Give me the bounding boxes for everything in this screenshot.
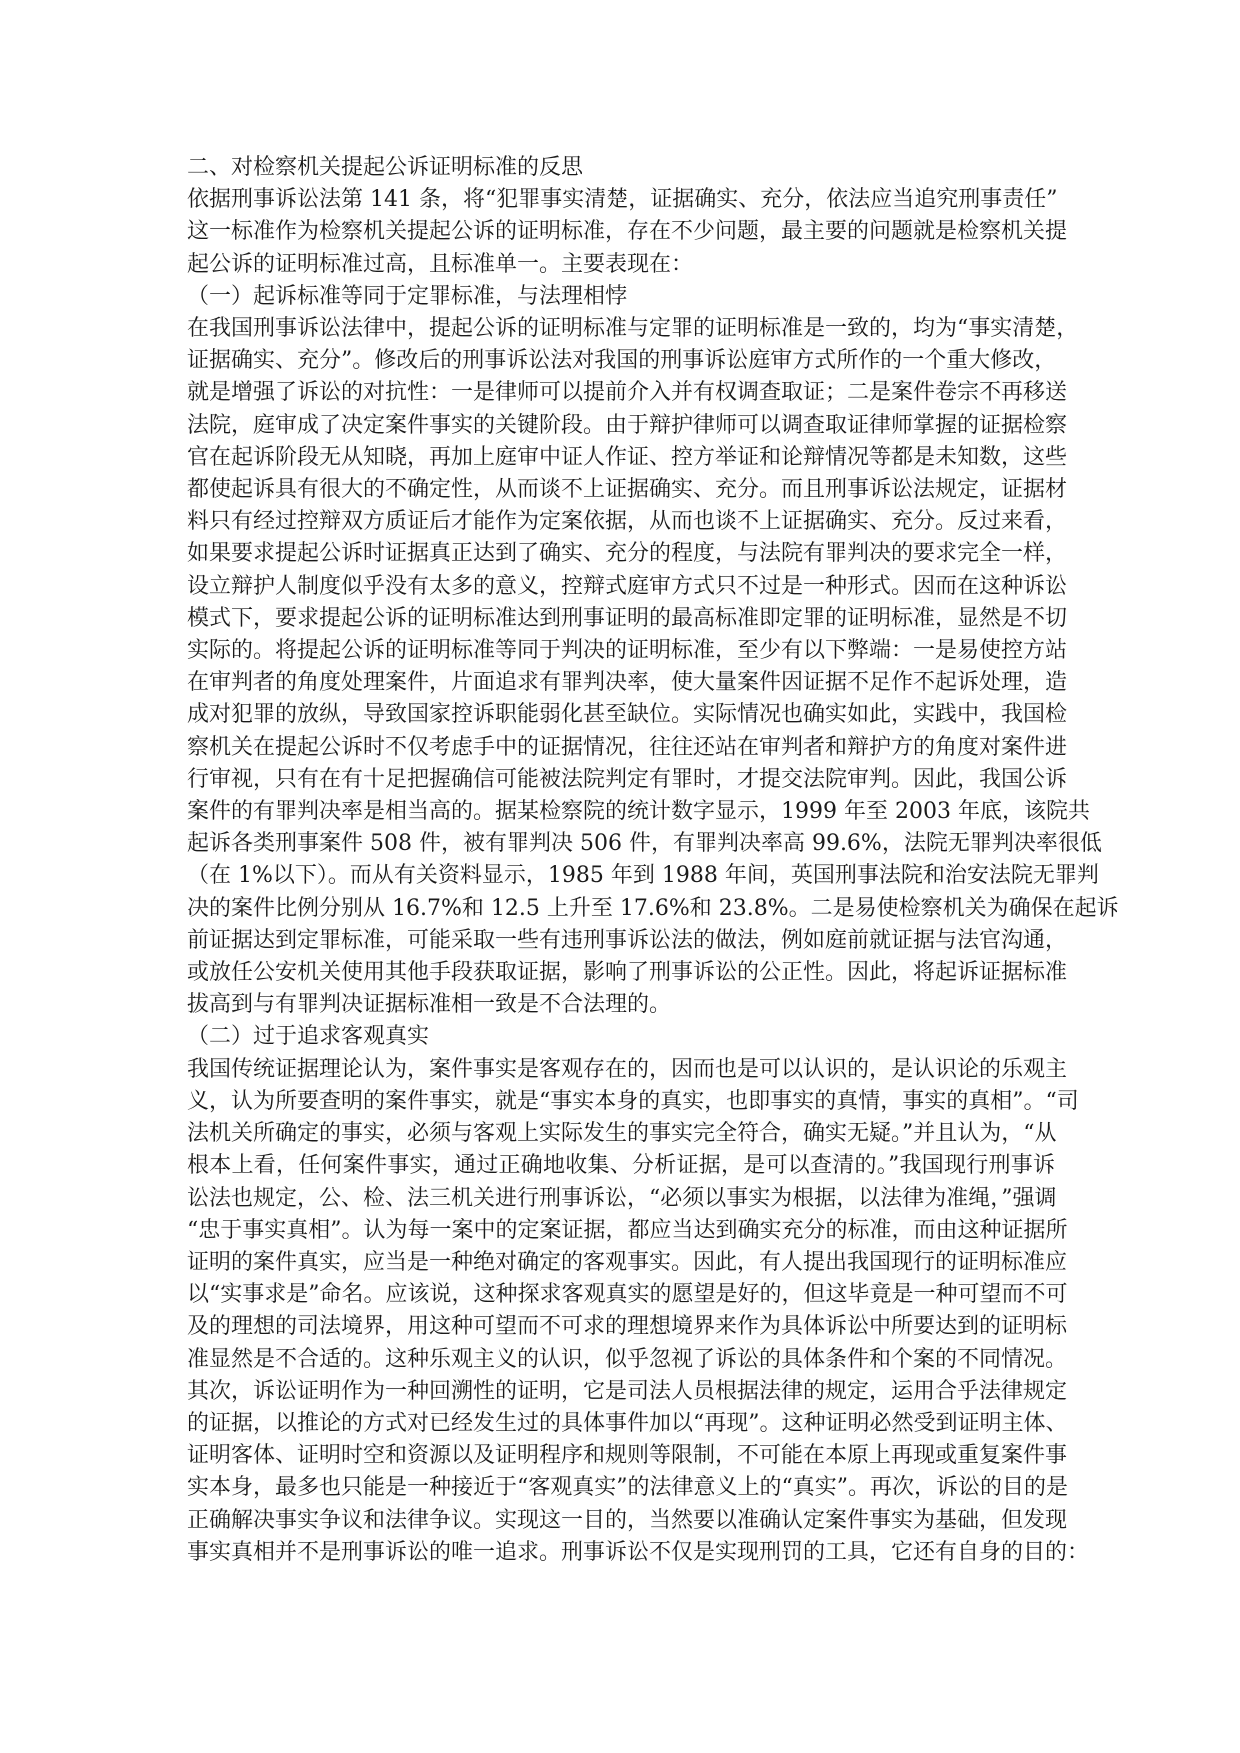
- text-line: 根本上看，任何案件事实，通过正确地收集、分析证据，是可以查清的。”我国现行刑事诉: [187, 1153, 1055, 1179]
- text-line: 的证据，以推论的方式对已经发生过的具体事件加以“再现”。这种证明必然受到证明主体、: [187, 1410, 1068, 1436]
- text-line: 法机关所确定的事实，必须与客观上实际发生的事实完全符合，确实无疑。”并且认为，“从: [187, 1121, 1057, 1147]
- text-line: 准显然是不合适的。这种乐观主义的认识，似乎忽视了诉讼的具体条件和个案的不同情况。: [187, 1346, 1068, 1372]
- text-line: 如果要求提起公诉时证据真正达到了确实、充分的程度，与法院有罪判决的要求完全一样，: [187, 541, 1068, 567]
- text-line: 在审判者的角度处理案件，片面追求有罪判决率，使大量案件因证据不足作不起诉处理，造: [187, 670, 1068, 696]
- document-page: [187, 152, 1119, 1569]
- text-line: 讼法也规定，公、检、法三机关进行刑事诉讼，“必须以事实为根据，以法律为准绳，”强调: [187, 1185, 1057, 1211]
- text-line: 证据确实、充分”。修改后的刑事诉讼法对我国的刑事诉讼庭审方式所作的一个重大修改，: [187, 348, 1057, 374]
- text-line: 都使起诉具有很大的不确定性，从而谈不上证据确实、充分。而且刑事诉讼法规定，证据材: [187, 477, 1068, 503]
- text-line: 及的理想的司法境界，用这种可望而不可求的理想境界来作为具体诉讼中所要达到的证明标: [187, 1314, 1068, 1340]
- text-line: 证明的案件真实，应当是一种绝对确定的客观事实。因此，有人提出我国现行的证明标准应: [187, 1249, 1068, 1275]
- text-line: 拔高到与有罪判决证据标准相一致是不合法理的。: [187, 992, 672, 1018]
- text-line: 实本身，最多也只能是一种接近于“客观真实”的法律意义上的“真实”。再次，诉讼的目的是: [187, 1475, 1068, 1501]
- text-line: “忠于事实真相”。认为每一案中的定案证据，都应当达到确实充分的标准，而由这种证据所: [187, 1217, 1068, 1243]
- text-line: 察机关在提起公诉时不仅考虑手中的证据情况，往往还站在审判者和辩护方的角度对案件进: [187, 734, 1068, 760]
- subheading-2: （二）过于追求客观真实: [187, 1024, 430, 1050]
- text-line: 模式下，要求提起公诉的证明标准达到刑事证明的最高标准即定罪的证明标准，显然是不切: [187, 605, 1068, 631]
- text-line: 官在起诉阶段无从知晓，再加上庭审中证人作证、控方举证和论辩情况等都是未知数，这些: [187, 444, 1068, 470]
- text-line: 事实真相并不是刑事诉讼的唯一追求。刑事诉讼不仅是实现刑罚的工具，它还有自身的目的：: [187, 1539, 1090, 1565]
- text-line: 正确解决事实争议和法律争议。实现这一目的，当然要以准确认定案件事实为基础，但发现: [187, 1507, 1068, 1533]
- text-line: 起公诉的证明标准过高，且标准单一。主要表现在：: [187, 251, 694, 277]
- text-line: 料只有经过控辩双方质证后才能作为定案依据，从而也谈不上证据确实、充分。反过来看，: [187, 509, 1068, 535]
- subheading-1: （一）起诉标准等同于定罪标准，与法理相悖: [187, 283, 628, 309]
- text-line: 法院，庭审成了决定案件事实的关键阶段。由于辩护律师可以调查取证律师掌握的证据检察: [187, 412, 1068, 438]
- text-line: 义，认为所要查明的案件事实，就是“事实本身的真实，也即事实的真情，事实的真相”。“司: [187, 1088, 1079, 1114]
- text-line: 或放任公安机关使用其他手段获取证据，影响了刑事诉讼的公正性。因此，将起诉证据标准: [187, 960, 1068, 986]
- text-line: 就是增强了诉讼的对抗性：一是律师可以提前介入并有权调查取证；二是案件卷宗不再移送: [187, 380, 1068, 406]
- text-line: 以“实事求是”命名。应该说，这种探求客观真实的愿望是好的，但这毕竟是一种可望而不可: [187, 1282, 1068, 1308]
- text-line: 案件的有罪判决率是相当高的。据某检察院的统计数字显示，1999 年至 2003 年底，该院共: [187, 799, 1090, 825]
- text-line: 成对犯罪的放纵，导致国家控诉职能弱化甚至缺位。实际情况也确实如此，实践中，我国检: [187, 702, 1068, 728]
- text-line: 设立辩护人制度似乎没有太多的意义，控辩式庭审方式只不过是一种形式。因而在这种诉讼: [187, 573, 1068, 599]
- text-line: 这一标准作为检察机关提起公诉的证明标准，存在不少问题，最主要的问题就是检察机关提: [187, 219, 1068, 245]
- text-line: 其次，诉讼证明作为一种回溯性的证明，它是司法人员根据法律的规定，运用合乎法律规定: [187, 1378, 1068, 1404]
- paragraph-intro: [187, 184, 1068, 281]
- paragraph-2: [187, 1054, 1090, 1569]
- text-line: 决的案件比例分别从 16.7%和 12.5 上升至 17.6%和 23.8%。二是易使检察机关为确保在起诉: [187, 895, 1119, 921]
- text-line: 实际的。将提起公诉的证明标准等同于判决的证明标准，至少有以下弊端：一是易使控方站: [187, 638, 1068, 664]
- text-line: （在 1%以下）。而从有关资料显示，1985 年到 1988 年间，英国刑事法院和治安法院无罪判: [187, 863, 1099, 889]
- paragraph-1: [187, 313, 1119, 1021]
- text-line: 依据刑事诉讼法第 141 条，将“犯罪事实清楚，证据确实、充分，依法应当追究刑事责任”: [187, 187, 1058, 213]
- text-line: 我国传统证据理论认为，案件事实是客观存在的，因而也是可以认识的，是认识论的乐观主: [187, 1056, 1068, 1082]
- text-line: 在我国刑事诉讼法律中，提起公诉的证明标准与定罪的证明标准是一致的，均为“事实清楚，: [187, 316, 1079, 342]
- text-line: 行审视，只有在有十足把握确信可能被法院判定有罪时，才提交法院审判。因此，我国公诉: [187, 766, 1068, 792]
- section-heading: 二、对检察机关提起公诉证明标准的反思: [187, 155, 584, 180]
- text-line: 前证据达到定罪标准，可能采取一些有违刑事诉讼法的做法，例如庭前就证据与法官沟通，: [187, 927, 1068, 953]
- text-line: 起诉各类刑事案件 508 件，被有罪判决 506 件，有罪判决率高 99.6%，法院无罪判决率很低: [187, 831, 1102, 857]
- text-line: 证明客体、证明时空和资源以及证明程序和规则等限制，不可能在本原上再现或重复案件事: [187, 1443, 1068, 1469]
